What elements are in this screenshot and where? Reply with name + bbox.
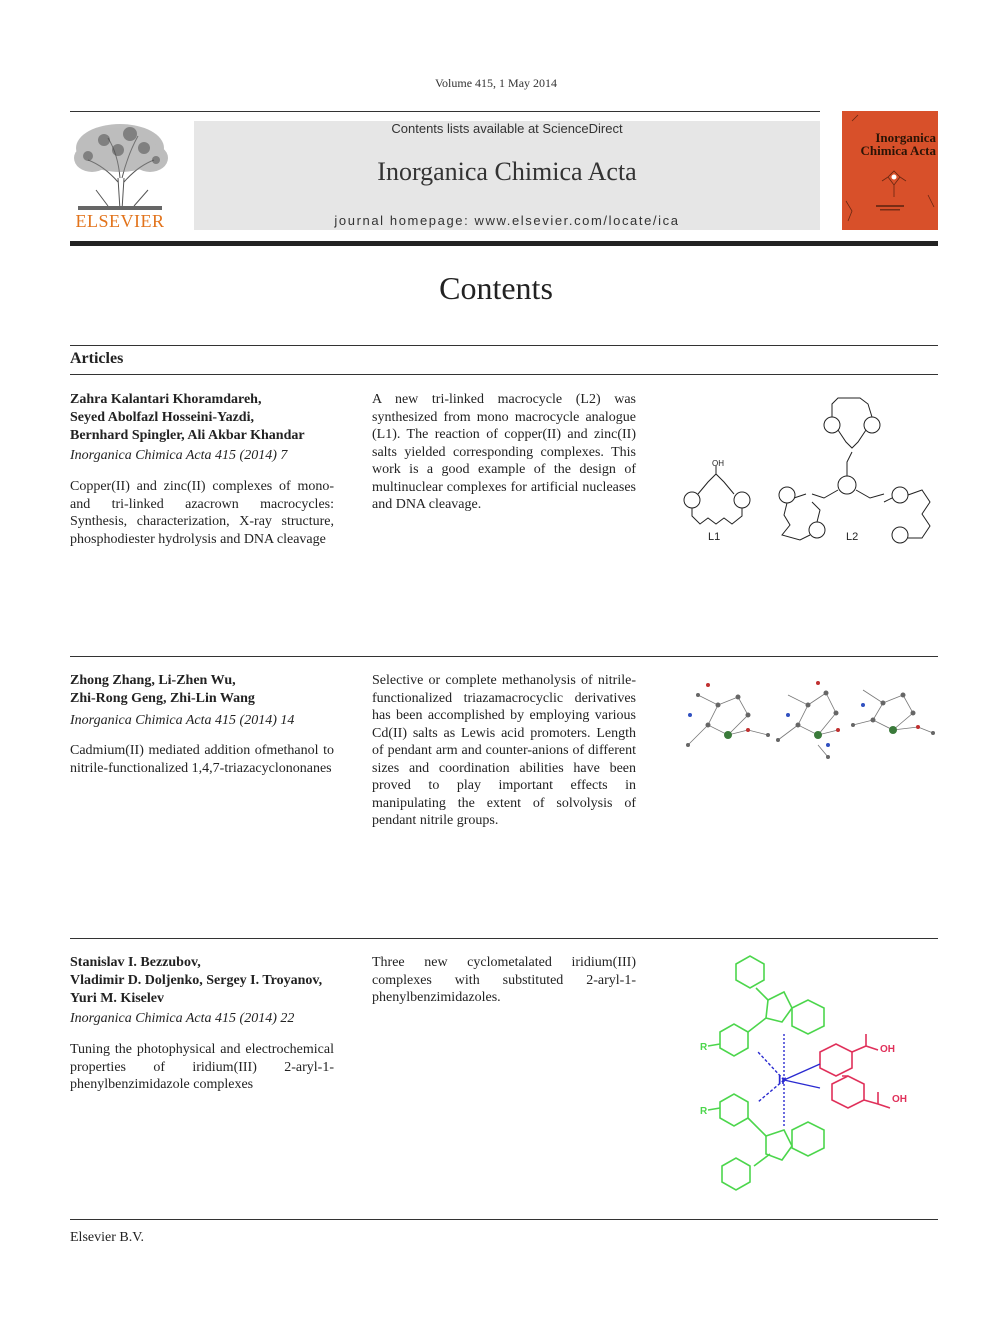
l1-oh-label: OH — [712, 459, 724, 468]
article-3-title[interactable]: Tuning the photophysical and electrochemical properties of iridium(III) 2-aryl-1-phenylbenzimidazole complexes — [70, 1042, 334, 1092]
journal-title: Inorganica Chimica Acta — [377, 157, 637, 186]
author-line: Zahra Kalantari Khoramdareh, — [70, 392, 262, 407]
article-2-graphic — [678, 675, 940, 767]
article-1-abstract: A new tri-linked macrocycle (L2) was synthesized from mono macrocycle analogue (L1). The reaction of copper(II) and zinc(II) salts yielded corresponding complexes. This work is a good example of the design of multinuclear complexes for artificial nucleases and DNA cleavage. — [372, 392, 636, 512]
l1-label: L1 — [708, 531, 721, 543]
article-1-graphic — [672, 390, 942, 550]
oh-label-bottom: OH — [892, 1094, 907, 1105]
cover-molecule-icon — [842, 111, 938, 230]
journal-cover — [842, 111, 938, 230]
article-1-citation[interactable]: Inorganica Chimica Acta 415 (2014) 7 — [70, 448, 288, 463]
iridium-label: Ir — [778, 1073, 787, 1087]
article-divider-2 — [70, 938, 938, 939]
author-line: Zhi-Rong Geng, Zhi-Lin Wang — [70, 691, 255, 706]
journal-header-box — [194, 121, 820, 230]
article-2-authors — [70, 672, 350, 708]
volume-info: Volume 415, 1 May 2014 — [434, 76, 558, 90]
r-label-top: R — [700, 1042, 708, 1053]
contents-available-link[interactable]: Contents lists available at ScienceDirect — [391, 121, 623, 136]
section-label: Articles — [70, 350, 124, 367]
r-label-bottom: R — [700, 1106, 708, 1117]
journal-homepage-link[interactable]: journal homepage: www.elsevier.com/locate/ica — [334, 213, 680, 228]
article-divider-1 — [70, 656, 938, 657]
oh-label-top: OH — [880, 1044, 895, 1055]
section-bottom-rule — [70, 374, 938, 375]
author-line: Seyed Abolfazl Hosseini-Yazdi, — [70, 410, 254, 425]
article-3-abstract: Three new cyclometalated iridium(III) complexes with substituted 2-aryl-1-phenylbenzimidazoles. — [372, 955, 636, 1005]
article-1-title[interactable]: Copper(II) and zinc(II) complexes of mono- and tri-linked azacrown macrocycles: Synthesis, characterization, X-ray structure, phosphodiester hydrolysis and DNA cleavage — [70, 479, 334, 547]
author-line: Stanislav I. Bezzubov, — [70, 955, 201, 970]
author-line: Bernhard Spingler, Ali Akbar Khandar — [70, 428, 305, 443]
article-2-abstract: Selective or complete methanolysis of nitrile-functionalized triazamacrocyclic derivatives has been accomplished by employing various Cd(II) salts as Lewis acid promoters. Length of pendant arm and counter-anions of different sizes and coordination abilities have been proved to play important effects in manipulating the extent of solvolysis of pendant nitrile groups. — [372, 673, 636, 828]
publisher-name: Elsevier B.V. — [70, 1230, 145, 1245]
header-top-rule — [70, 111, 820, 112]
footer-rule — [70, 1219, 938, 1220]
tree-icon — [68, 120, 172, 212]
header-thick-rule — [70, 241, 938, 246]
cover-title: Inorganica Chimica Acta — [860, 130, 936, 158]
article-3-graphic — [698, 952, 918, 1202]
section-top-rule — [70, 345, 938, 346]
page-title: Contents — [439, 270, 553, 306]
l2-label: L2 — [846, 531, 859, 543]
author-line: Yuri M. Kiselev — [70, 991, 164, 1006]
article-2-citation[interactable]: Inorganica Chimica Acta 415 (2014) 14 — [70, 713, 295, 728]
elsevier-wordmark: ELSEVIER — [75, 211, 165, 231]
article-3-citation[interactable]: Inorganica Chimica Acta 415 (2014) 22 — [70, 1011, 295, 1026]
author-line: Zhong Zhang, Li-Zhen Wu, — [70, 673, 236, 688]
article-3-authors — [70, 954, 350, 1008]
article-1-authors — [70, 391, 350, 445]
elsevier-logo — [68, 120, 172, 232]
article-2-title[interactable]: Cadmium(II) mediated addition ofmethanol to nitrile-functionalized 1,4,7-triazacyclononanes — [70, 743, 334, 776]
author-line: Vladimir D. Doljenko, Sergey I. Troyanov, — [70, 973, 323, 988]
